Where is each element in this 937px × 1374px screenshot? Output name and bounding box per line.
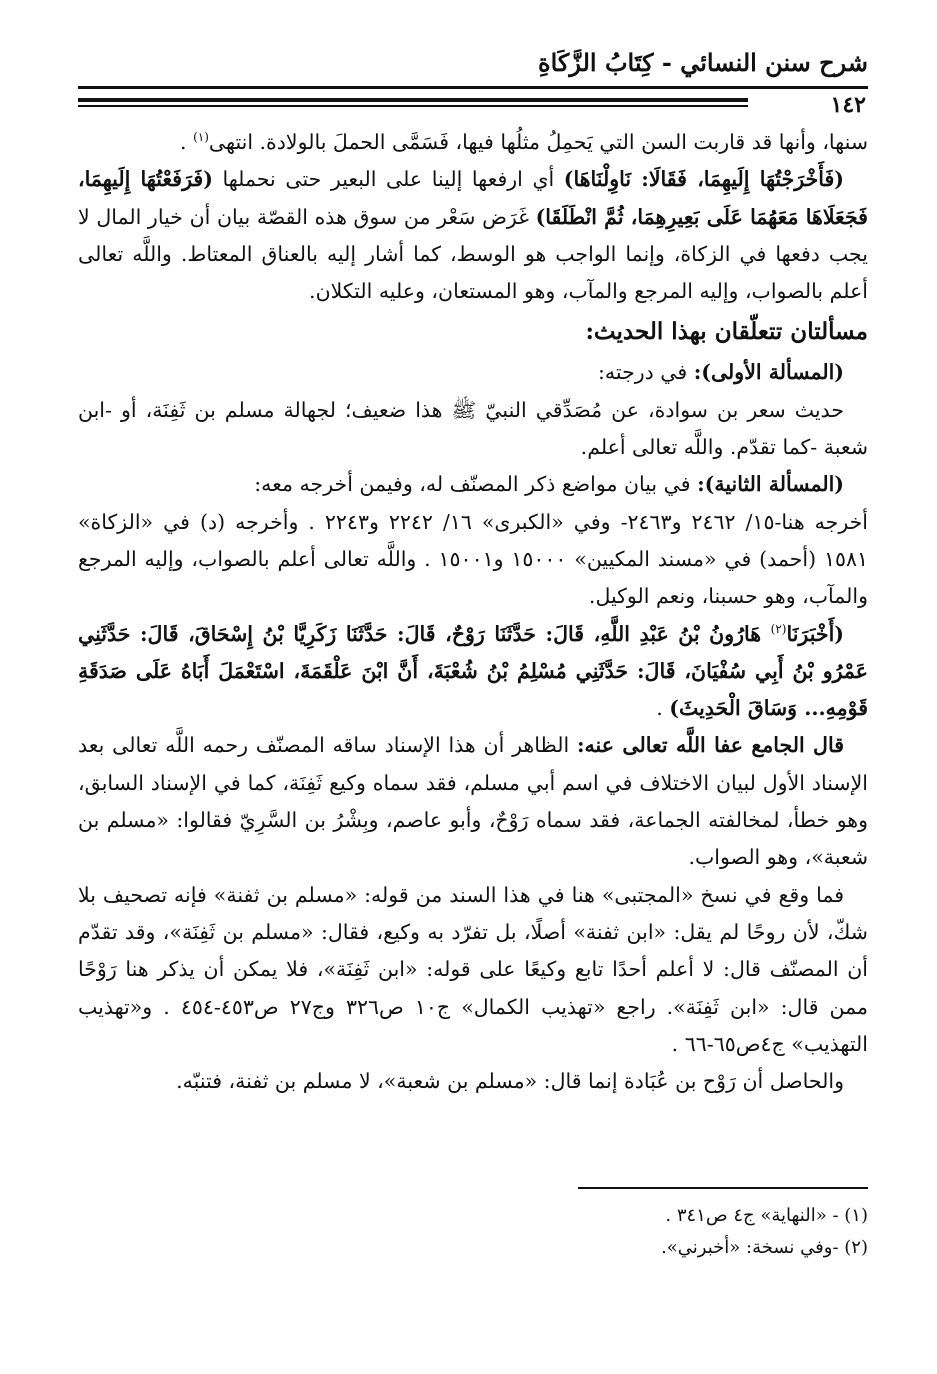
header-double-rule-thick: [78, 98, 748, 102]
hadith-body: هَارُونُ بْنُ عَبْدِ اللَّهِ، قَالَ: حَدَّثَنَا رَوْحٌ، قَالَ: حَدَّثَنَا زَكَرِيَّا بْنُ إِسْحَاقَ، قَالَ: حَدَّثَنِي عَمْرُو بْنُ أَبِي سُفْيَانَ، قَالَ: حَدَّثَنِي مُسْلِمُ بْنُ شُعْبَةَ، أَنَّ ابْنَ عَلْقَمَةَ، اسْتَعْمَلَ أَبَاهُ عَلَى صَدَقَةِ قَوْمِهِ... وَسَاقَ الْحَدِيثَ): [78, 621, 868, 721]
header-rule: [78, 86, 868, 89]
paragraph-1: [78, 124, 868, 161]
paragraph-2-text-2: غَرَض سَعْر من سوق هذه القصّة بيان أن خيار المال لا يجب دفعها في الزكاة، وإنما الواجب هو الوسط، كما أشار إليه بالعناق المعتاط. واللَّه تعالى أعلم بالصواب، وإليه المرجع والمآب، وهو المستعان، وعليه التكلان.: [78, 204, 868, 304]
paragraph-2: [78, 161, 868, 310]
jami-paragraph: [78, 727, 868, 876]
quote-bold-2: (فَرَفَعْتُهَا إِلَيهِمَا، فَجَعَلَاهَا مَعَهُمَا عَلَى بَعِيرِهِمَا، ثُمَّ انْطَلَقَا): [78, 167, 868, 229]
jami-label: قال الجامع عفا اللَّه تعالى عنه:: [576, 733, 844, 758]
question-2: [78, 466, 868, 503]
conclusion-paragraph: والحاصل أن رَوْح بن عُبَادة إنما قال: «مسلم بن شعبة»، لا مسلم بن ثفنة، فتنبّه.: [176, 1069, 844, 1094]
hadith-end: .: [656, 696, 670, 721]
question-1-text: في درجته:: [597, 360, 694, 385]
page-number: ١٤٢: [821, 92, 868, 118]
hadith-open: (أَخْبَرَنَا: [786, 621, 844, 646]
document-page: [78, 40, 868, 1340]
paragraph-2-text-1: أي ارفعها إلينا على البعير حتى نحملها: [212, 167, 564, 192]
question-2-body: أخرجه هنا-١٥/ ٢٤٦٢ و٢٤٦٣- وفي «الكبرى» ١٦/ ٢٢٤٢ و٢٢٤٣ . وأخرجه (د) في «الزكاة» ١٥٨١ (أحمد) في «مسند المكيين» ١٥٠٠٠ و١٥٠٠١ . واللَّه تعالى أعلم بالصواب، وإليه المرجع والمآب، وهو حسبنا، ونعم الوكيل.: [78, 509, 869, 609]
page-header: [78, 40, 868, 118]
page-body: [78, 124, 868, 1100]
header-double-rule-thin: [78, 105, 748, 107]
footnote-ref-2: (٢): [770, 621, 787, 636]
question-1-label: (المسألة الأولى):: [693, 360, 844, 385]
question-1-body: حديث سعر بن سوادة، عن مُصَدِّقي النبيّ ﷺ هذا ضعيف؛ لجهالة مسلم بن ثَفِنَة، أو -ابن شعبة -كما تقدّم. واللَّه تعالى أعلم.: [78, 397, 868, 460]
paragraph-1-end: .: [180, 130, 194, 154]
footnotes: [78, 1200, 868, 1264]
quote-bold-1: (فَأَخْرَجْتُهَا إِلَيهِمَا، فَقَالَا: نَاوِلْنَاهَا): [563, 167, 844, 192]
section-heading: مسألتان تتعلّقان بهذا الحديث:: [585, 318, 868, 346]
jami-text: الظاهر أن هذا الإسناد ساقه المصنّف رحمه اللَّه تعالى بعد الإسناد الأول لبيان الاختلاف في اسم أبي مسلم، فقد سماه وكيع ثَفِنَة، كما في الإسناد السابق، وهو خطأ، لمخالفته الجماعة، فقد سماه رَوْحٌ، وأبو عاصم، وبِشْرُ بن السَّرِيّ فقالوا: «مسلم بن شعبة»، وهو الصواب.: [78, 733, 868, 870]
question-1: [78, 354, 868, 391]
running-title: شرح سنن النسائي - كِتَابُ الزَّكَاةِ: [538, 48, 868, 77]
question-2-label: (المسألة الثانية):: [697, 472, 844, 497]
hadith-text: [78, 616, 868, 728]
tashif-paragraph: فما وقع في نسخ «المجتبى» هنا في هذا السند من قوله: «مسلم بن ثفنة» فإنه تصحيف بلا شكّ، لأن روحًا لم يقل: «ابن ثفنة» أصلًا، بل تفرّد به وكيع، فقال: «مسلم بن ثَفِنَة»، وقد تقدّم أن المصنّف قال: لا أعلم أحدًا تابع وكيعًا على قوله: «ابن ثَفِنَة»، فلا يمكن أن يذكر هنا رَوْحًا ممن قال: «ابن ثَفِنَة». راجع «تهذيب الكمال» ج١٠ ص٣٢٦ وج٢٧ ص٤٥٣-٤٥٤ . و«تهذيب التهذيب» ج٤ص٦٥-٦٦ .: [78, 882, 868, 1056]
page-number-line: [78, 92, 868, 122]
footnote-rule: [578, 1187, 868, 1189]
footnote-2: (٢) -وفي نسخة: «أخبرني».: [661, 1237, 868, 1258]
footnote-1: (١) - «النهاية» ج٤ ص٣٤١ .: [665, 1205, 868, 1226]
question-2-text: في بيان مواضع ذكر المصنّف له، وفيمن أخرجه معه:: [254, 472, 698, 497]
paragraph-1-text: سنها، وأنها قد قاربت السن التي يَحمِلُ مثلُها فيها، فَسَمَّى الحملَ بالولادة. انتهى: [208, 130, 868, 154]
footnote-ref-1: (١): [193, 130, 209, 145]
